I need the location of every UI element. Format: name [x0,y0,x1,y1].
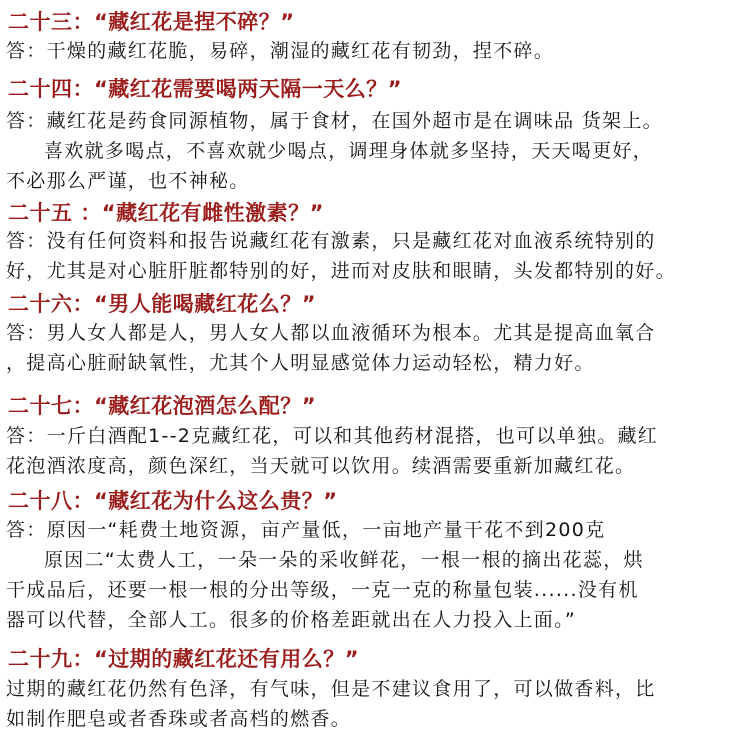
faq-answer-line: 答：原因一“耗费土地资源，亩产量低，一亩地产量干花不到200克 [6,519,606,541]
faq-answer-line: 答：男人女人都是人，男人女人都以血液循环为根本。尤其是提高血氧合 [6,322,656,344]
faq-question-24: 二十四：“藏红花需要喝两天隔一天么？” [8,77,403,101]
faq-answer-line: ，提高心脏耐缺氧性，尤其个人明显感觉体力运动轻松，精力好。 [6,352,595,374]
faq-answer-line: 过期的藏红花仍然有色泽，有气味，但是不建议食用了，可以做香料，比 [6,678,656,700]
faq-answer-line: 答：藏红花是药食同源植物，属于食材，在国外超市是在调味品 货架上。 [6,110,663,132]
faq-answer-line: 喜欢就多喝点，不喜欢就少喝点，调理身体就多坚持，天天喝更好， [44,140,654,162]
faq-question-26: 二十六：“男人能喝藏红花么？” [8,292,317,316]
faq-question-29: 二十九：“过期的藏红花还有用么？” [8,647,360,671]
faq-answer-line: 答：没有任何资料和报告说藏红花有激素，只是藏红花对血液系统特别的 [6,230,656,252]
faq-answer-line: 好，尤其是对心脏肝脏都特别的好，进而对皮肤和眼睛，头发都特别的好。 [6,260,676,282]
faq-question-27: 二十七：“藏红花泡酒怎么配？” [8,394,317,418]
faq-answer-line: 干成品后，还要一根一根的分出等级，一克一克的称量包装......没有机 [6,579,639,601]
faq-answer-line: 原因二“太费人工，一朵一朵的采收鲜花，一根一根的摘出花蕊，烘 [44,549,644,571]
faq-answer-line: 答：干燥的藏红花脆，易碎，潮湿的藏红花有韧劲，捏不碎。 [6,40,555,62]
faq-answer-line: 花泡酒浓度高，颜色深红，当天就可以饮用。续酒需要重新加藏红花。 [6,455,636,477]
faq-answer-line: 答：一斤白酒配1--2克藏红花，可以和其他药材混搭，也可以单独。藏红 [6,425,659,447]
faq-answer-line: 如制作肥皂或者香珠或者高档的燃香。 [6,708,352,730]
faq-question-25: 二十五 ：“藏红花有雌性激素？” [8,201,324,225]
faq-question-23: 二十三：“藏红花是捏不碎？” [8,10,295,34]
faq-answer-line: 不必那么严谨，也不神秘。 [6,170,250,192]
faq-answer-line: 器可以代替，全部人工。很多的价格差距就出在人力投入上面。” [6,609,577,631]
faq-question-28: 二十八：“藏红花为什么这么贵？” [8,489,338,513]
